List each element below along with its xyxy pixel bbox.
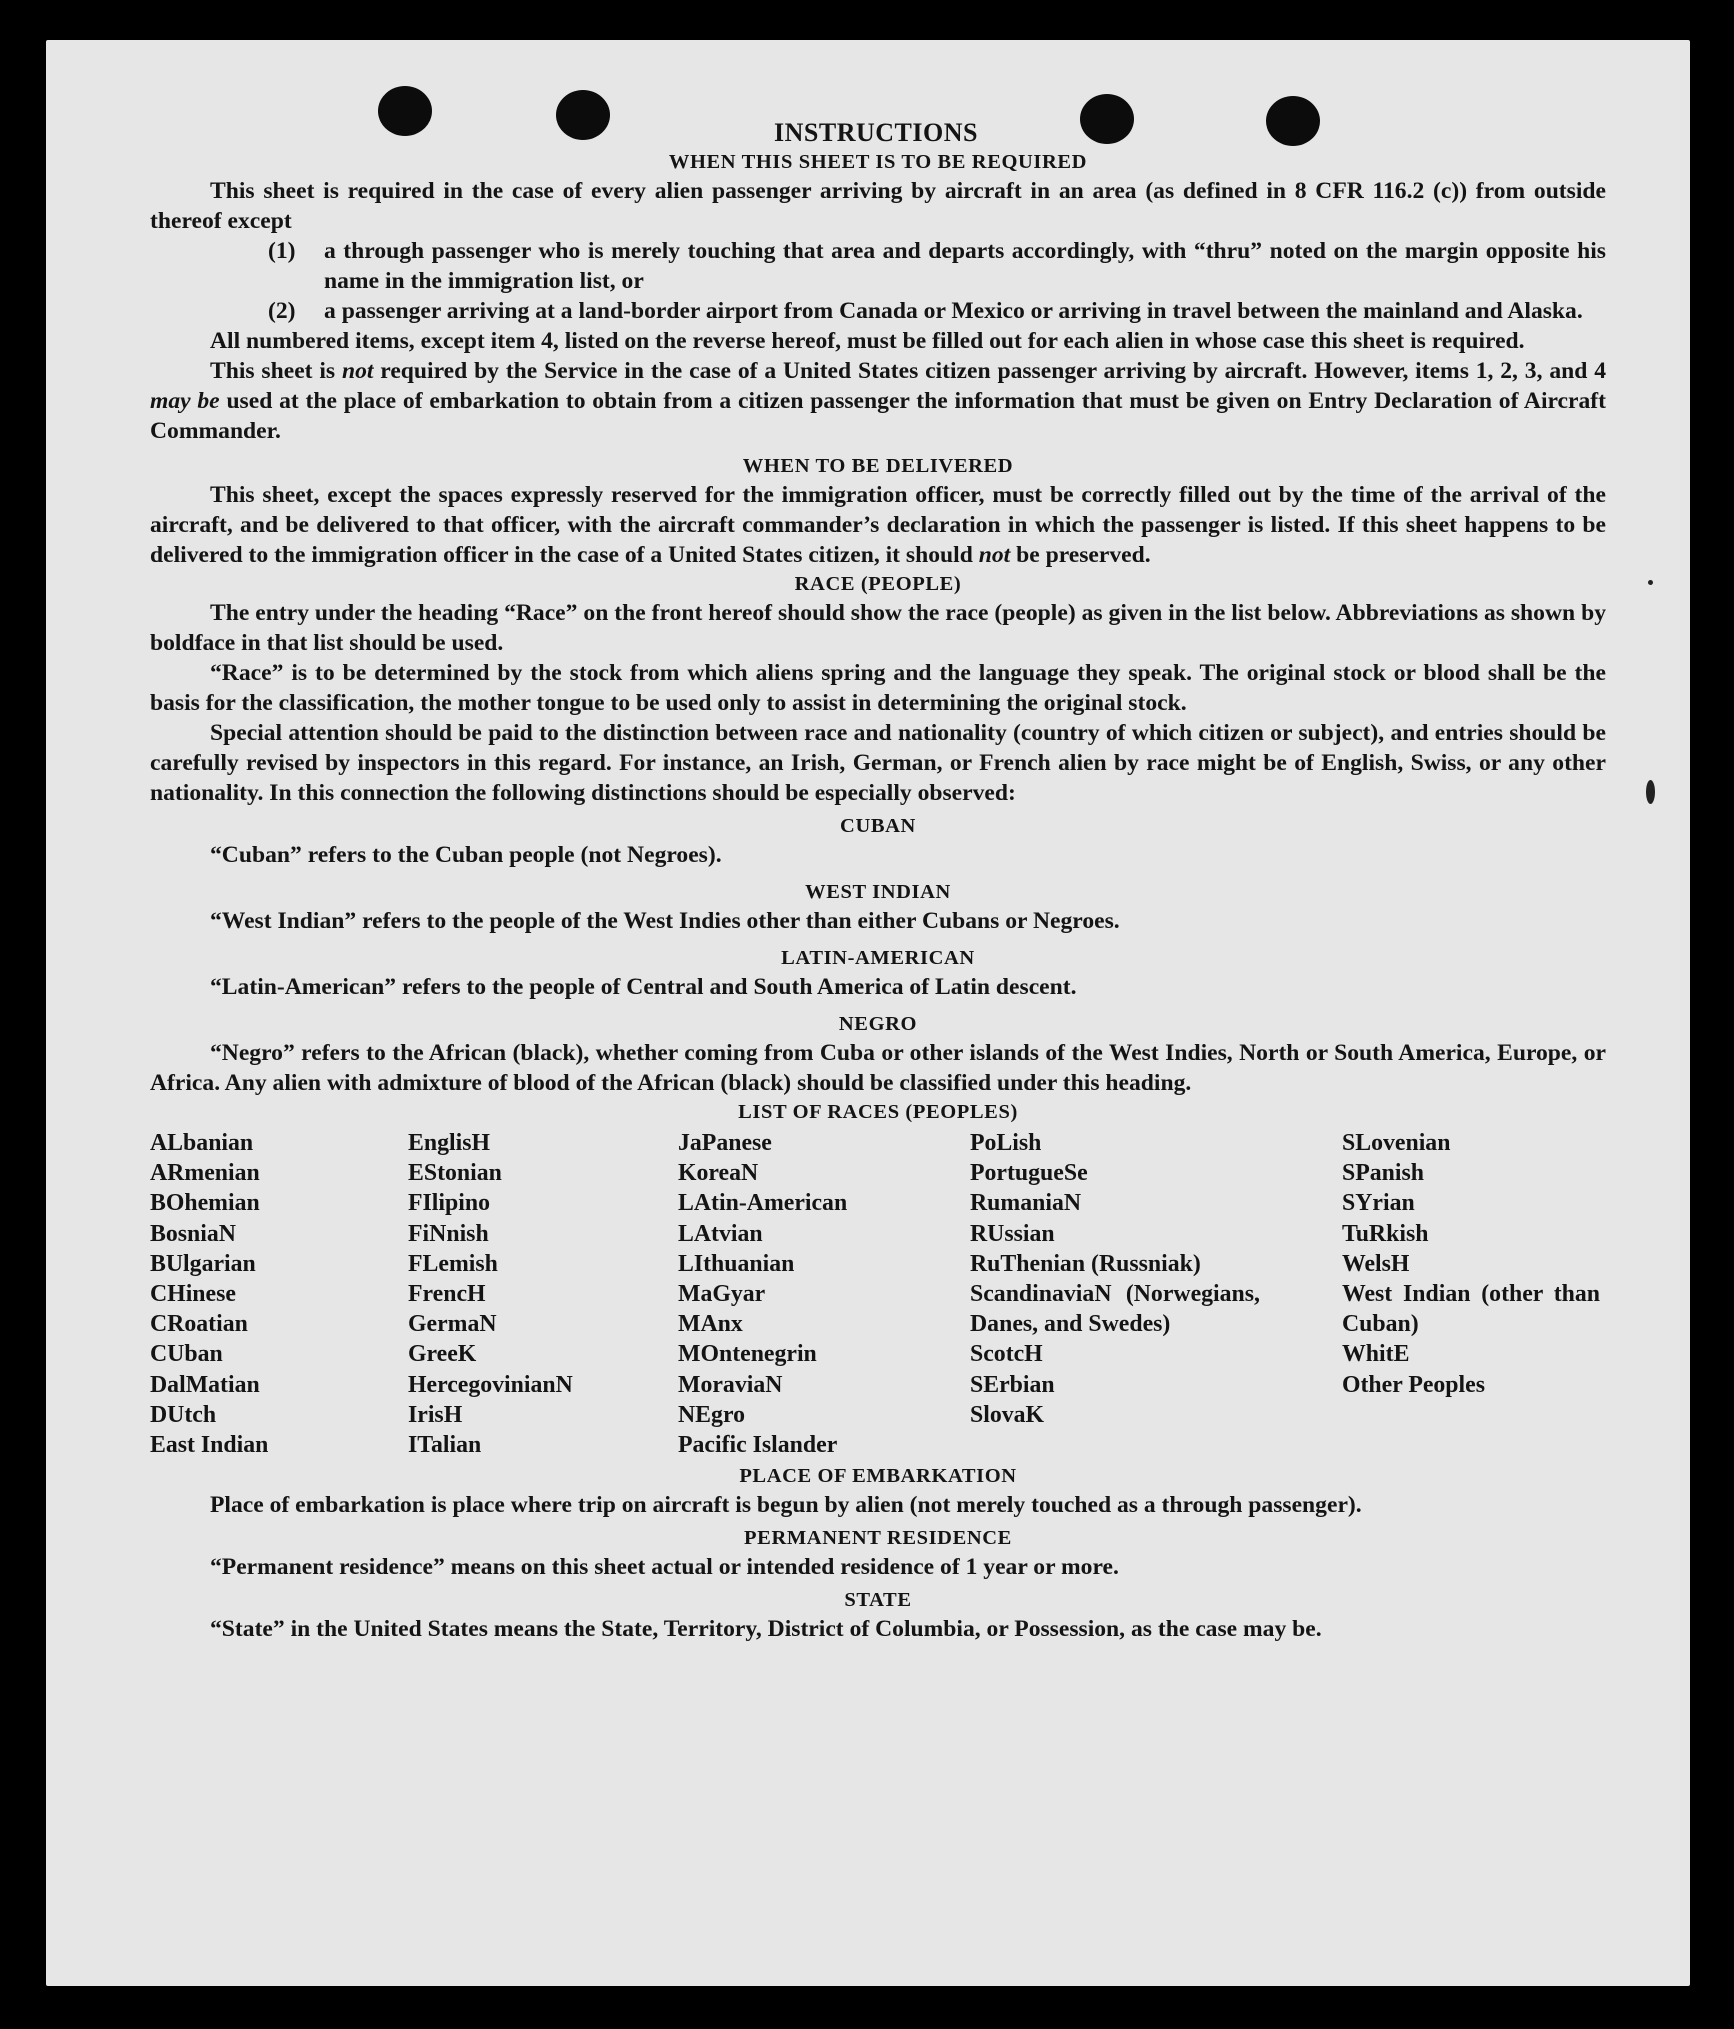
- race-item: KoreaN: [678, 1160, 759, 1187]
- page-title: INSTRUCTIONS: [774, 118, 978, 147]
- item-number: (2): [268, 298, 296, 324]
- race-item: West Indian (other than Cuban): [1342, 1281, 1600, 1338]
- paragraph: All numbered items, except item 4, listed on the reverse hereof, must be filled out for each alien in whose case this sheet is required.: [210, 328, 1525, 354]
- race-column-4: [970, 1128, 1260, 1460]
- race-column-1: [150, 1128, 408, 1460]
- race-item: MaGyar: [678, 1281, 766, 1308]
- race-item: East Indian: [150, 1432, 269, 1459]
- item-text: a through passenger who is merely touching that area and departs accordingly, with “thru” noted on the margin opposite his name in the immigration list, or: [324, 238, 1606, 294]
- section-heading-required: WHEN THIS SHEET IS TO BE REQUIRED: [668, 151, 1088, 173]
- paragraph: The entry under the heading “Race” on the front hereof should show the race (people) as given in the list below. Abbreviations as shown by boldface in that list should be used.: [150, 600, 1606, 656]
- race-item: FrencH: [408, 1281, 486, 1308]
- race-item: GermaN: [408, 1311, 497, 1338]
- race-item: HercegovinianN: [408, 1371, 573, 1398]
- instructions-text: [150, 118, 1606, 1644]
- race-item: WhitE: [1342, 1341, 1410, 1368]
- section-heading-delivered: WHEN TO BE DELIVERED: [742, 455, 1014, 477]
- race-item: RUssian: [970, 1220, 1055, 1247]
- race-item: PoLish: [970, 1130, 1042, 1156]
- race-item: MOntenegrin: [678, 1341, 817, 1368]
- paragraph: This sheet is not required by the Service in the case of a United States citizen passenger arriving by aircraft. However, items 1, 2, 3, and 4 may be used at the place of embarkation to obtain from a citizen passenger the information that must be given on Entry Declaration of Aircraft Commander.: [150, 358, 1606, 444]
- race-item: IrisH: [408, 1401, 463, 1428]
- race-item: MoraviaN: [678, 1371, 783, 1398]
- race-item: DUtch: [150, 1401, 217, 1428]
- race-item: SYrian: [1342, 1190, 1415, 1217]
- document-sheet: [46, 40, 1690, 1986]
- race-item: FIlipino: [408, 1190, 490, 1217]
- section-heading-residence: PERMANENT RESIDENCE: [744, 1527, 1012, 1550]
- paragraph: Special attention should be paid to the distinction between race and nationality (country of which citizen or subject), and entries should be carefully revised by inspectors in this regard. For instance, an Irish, German, or French alien by race might be of English, Swiss, or any other nationality. In this connection the following distinctions should be especially observed:: [150, 720, 1606, 806]
- race-item: SLovenian: [1342, 1130, 1451, 1156]
- race-item: ITalian: [408, 1432, 482, 1459]
- section-heading-latin-american: LATIN-AMERICAN: [781, 947, 975, 969]
- race-column-2: [408, 1128, 678, 1460]
- paragraph: “Race” is to be determined by the stock from which aliens spring and the language they speak. The original stock or blood shall be the basis for the classification, the mother tongue to be used only to assist in determining the original stock.: [150, 660, 1606, 716]
- race-item: MAnx: [678, 1311, 743, 1338]
- section-heading-negro: NEGRO: [838, 1013, 918, 1035]
- list-item: [150, 296, 1606, 326]
- race-list: [150, 1128, 1606, 1460]
- section-heading-west-indian: WEST INDIAN: [805, 881, 951, 903]
- race-item: Pacific Islander: [678, 1432, 838, 1459]
- race-item: SlovaK: [970, 1401, 1045, 1428]
- paragraph: This sheet is required in the case of every alien passenger arriving by aircraft in an area (as defined in 8 CFR 116.2 (c)) from outside thereof except: [150, 178, 1606, 234]
- race-item: PortugueSe: [970, 1160, 1088, 1187]
- race-column-5: [1342, 1128, 1600, 1460]
- race-item: Other Peoples: [1342, 1371, 1485, 1398]
- item-text: a passenger arriving at a land-border airport from Canada or Mexico or arriving in travel between the mainland and Alaska.: [324, 298, 1583, 324]
- paragraph: “Negro” refers to the African (black), whether coming from Cuba or other islands of the West Indies, North or South America, Europe, or Africa. Any alien with admixture of blood of the African (black) should be classified under this heading.: [150, 1040, 1606, 1096]
- scan-speck: [1646, 780, 1655, 804]
- race-item: SErbian: [970, 1371, 1055, 1398]
- race-item: BUlgarian: [150, 1250, 256, 1277]
- race-item: RumaniaN: [970, 1190, 1082, 1217]
- race-item: JaPanese: [678, 1130, 772, 1156]
- race-item: ARmenian: [150, 1160, 260, 1187]
- race-item: LAtin-American: [678, 1190, 848, 1217]
- race-item: FLemish: [408, 1250, 498, 1277]
- race-item: LIthuanian: [678, 1250, 795, 1277]
- race-item: FiNnish: [408, 1220, 489, 1247]
- race-item: EnglisH: [408, 1130, 490, 1156]
- race-item: CRoatian: [150, 1311, 248, 1338]
- race-item: ScotcH: [970, 1341, 1043, 1368]
- race-item: SPanish: [1342, 1160, 1425, 1187]
- list-item: [150, 236, 1606, 296]
- race-item: CUban: [150, 1341, 223, 1368]
- race-item: BOhemian: [150, 1190, 260, 1217]
- race-item: TuRkish: [1342, 1220, 1429, 1247]
- section-heading-race: RACE (PEOPLE): [794, 573, 962, 595]
- item-number: (1): [268, 238, 296, 264]
- paragraph: This sheet, except the spaces expressly reserved for the immigration officer, must be correctly filled out by the time of the arrival of the aircraft, and be delivered to that officer, with the aircraft commander’s declaration in which the passenger is listed. If this sheet happens to be delivered to the immigration officer in the case of a United States citizen, it should not be preserved.: [150, 482, 1606, 568]
- race-item: GreeK: [408, 1341, 477, 1368]
- paragraph: “State” in the United States means the State, Territory, District of Columbia, or Possession, as the case may be.: [210, 1616, 1322, 1643]
- race-item: NEgro: [678, 1401, 745, 1428]
- paragraph: “Permanent residence” means on this sheet actual or intended residence of 1 year or more.: [210, 1554, 1119, 1581]
- race-item: ALbanian: [150, 1130, 254, 1156]
- race-item: WelsH: [1342, 1250, 1410, 1277]
- section-heading-state: STATE: [844, 1589, 912, 1612]
- paragraph: “Latin-American” refers to the people of Central and South America of Latin descent.: [210, 974, 1077, 1000]
- section-heading-embarkation: PLACE OF EMBARKATION: [739, 1465, 1017, 1488]
- race-column-3: [678, 1128, 970, 1460]
- paragraph: “Cuban” refers to the Cuban people (not Negroes).: [210, 842, 722, 868]
- race-item: DalMatian: [150, 1371, 260, 1398]
- race-item: EStonian: [408, 1160, 502, 1187]
- paragraph: Place of embarkation is place where trip on aircraft is begun by alien (not merely touched as a through passenger).: [210, 1492, 1362, 1519]
- race-item: BosniaN: [150, 1220, 236, 1247]
- scan-speck: [1648, 580, 1653, 585]
- race-item: RuThenian (Russniak): [970, 1250, 1201, 1277]
- race-item: ScandinaviaN (Norwegians, Danes, and Swedes): [970, 1281, 1260, 1338]
- race-item: LAtvian: [678, 1220, 763, 1247]
- section-heading-list-of-races: LIST OF RACES (PEOPLES): [738, 1101, 1018, 1123]
- paragraph: “West Indian” refers to the people of the West Indies other than either Cubans or Negroes.: [210, 908, 1120, 934]
- race-item: CHinese: [150, 1281, 236, 1308]
- section-heading-cuban: CUBAN: [840, 815, 916, 837]
